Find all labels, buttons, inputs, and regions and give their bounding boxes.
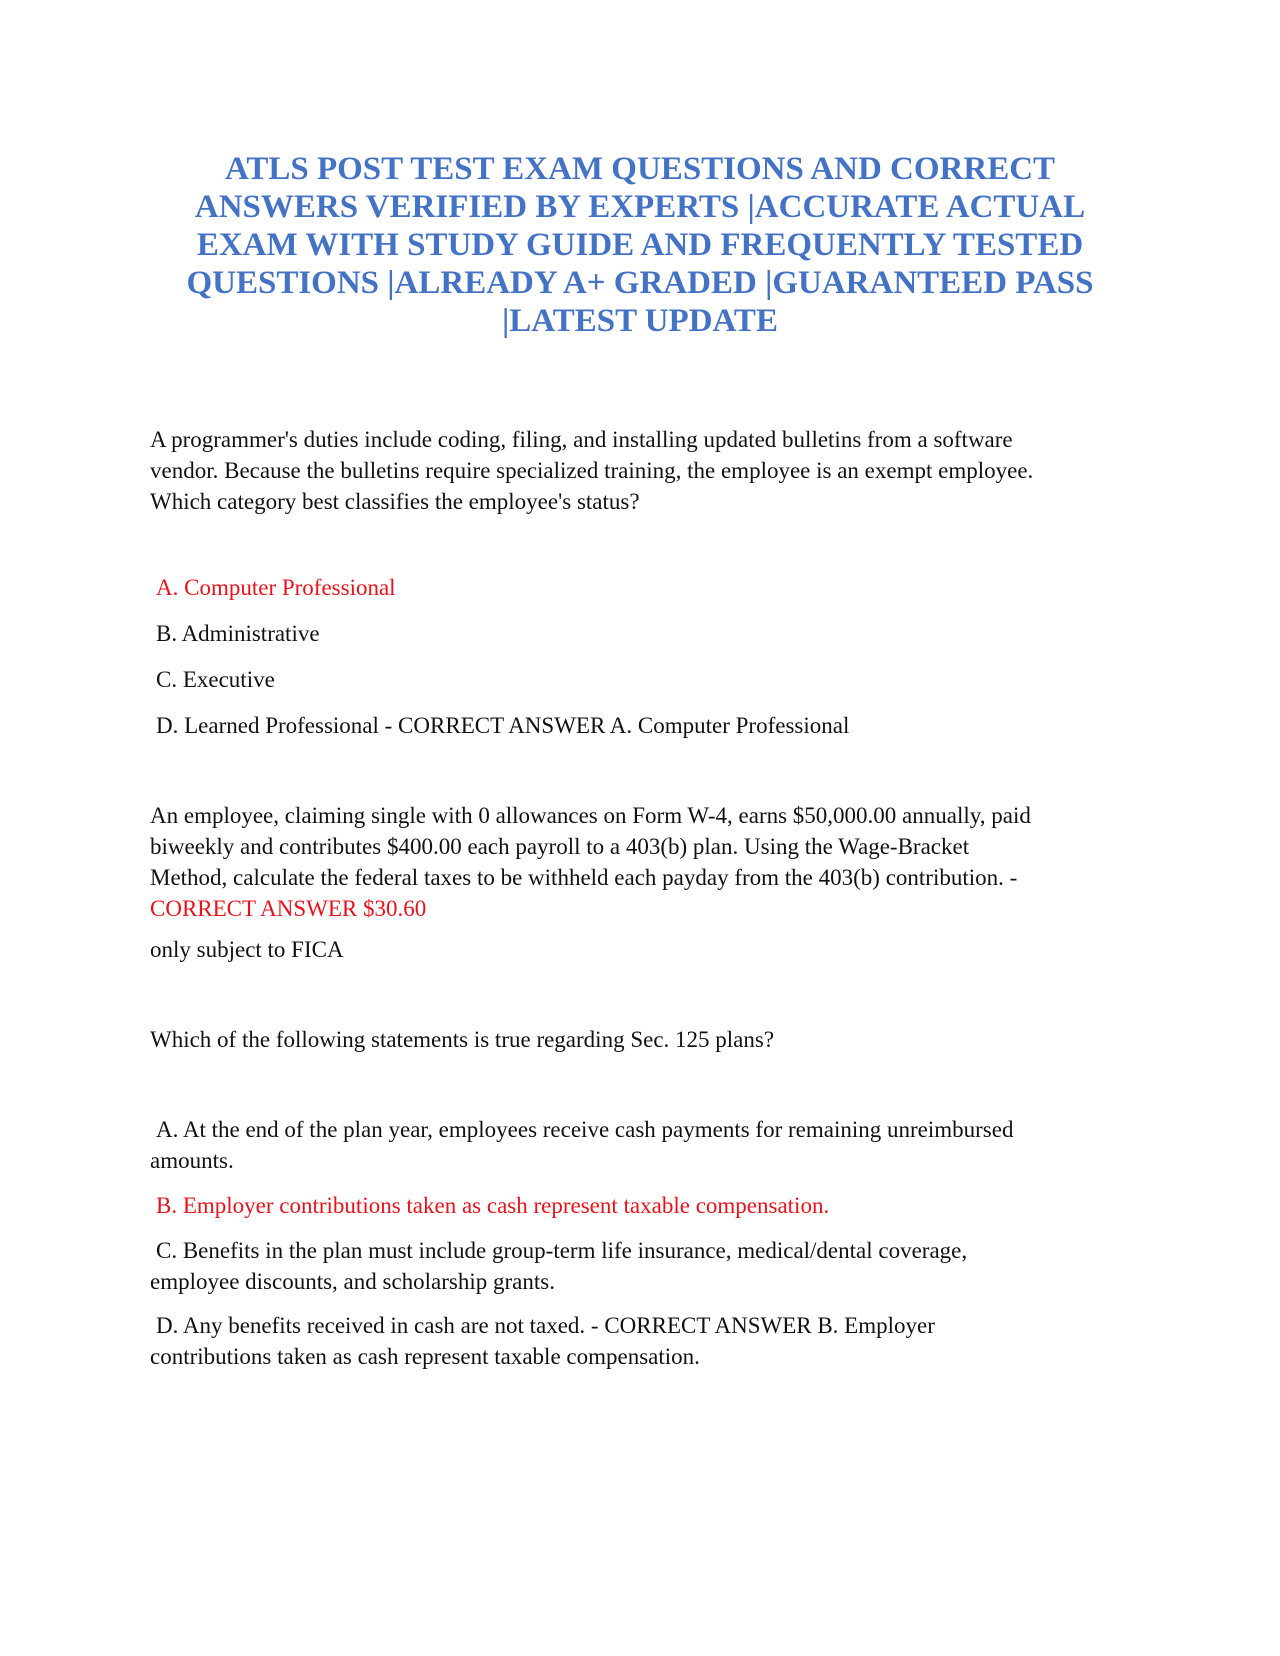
q3-option-c [150,1235,1130,1297]
title-line: EXAM WITH STUDY GUIDE AND FREQUENTLY TESTED [196,227,1084,263]
q1-option-c [150,664,1130,695]
q1-question-line: Which category best classifies the employee's status? [150,489,640,514]
q1-question-line: vendor. Because the bulletins require specialized training, the employee is an exempt employee. [150,458,1034,483]
q3-option-d [150,1310,1130,1372]
q3-option-c-line: employee discounts, and scholarship grants. [150,1269,555,1294]
q2-note-text: only subject to FICA [150,937,344,962]
q2-correct-answer: CORRECT ANSWER $30.60 [150,896,427,921]
q1-option-a [150,572,1130,603]
q2-question-line: An employee, claiming single with 0 allowances on Form W-4, earns $50,000.00 annually, paid [150,803,1031,828]
q2-note [150,934,1130,965]
q3-option-b [150,1190,1130,1221]
q3-option-b-text: B. Employer contributions taken as cash represent taxable compensation. [156,1193,830,1218]
title-line: |LATEST UPDATE [502,303,778,339]
q3-option-a [150,1114,1130,1176]
q3-option-a-line: A. At the end of the plan year, employees receive cash payments for remaining unreimbursed [156,1117,1014,1142]
q3-question-text: Which of the following statements is true regarding Sec. 125 plans? [150,1027,775,1052]
q3-option-d-line: contributions taken as cash represent taxable compensation. [150,1344,700,1369]
q1-option-b-text: B. Administrative [156,621,320,646]
document-title [150,150,1130,340]
q1-option-a-text: A. Computer Professional [156,575,396,600]
q1-question-line: A programmer's duties include coding, filing, and installing updated bulletins from a software [150,427,1013,452]
q2-question-line: biweekly and contributes $400.00 each payroll to a 403(b) plan. Using the Wage-Bracket [150,834,970,859]
q1-option-d [150,710,1130,741]
q1-option-c-text: C. Executive [156,667,275,692]
q2-question-line: Method, calculate the federal taxes to be withheld each payday from the 403(b) contribution. - [150,865,1018,890]
q2-question [150,800,1130,924]
q3-option-d-line: D. Any benefits received in cash are not taxed. - CORRECT ANSWER B. Employer [156,1313,935,1338]
title-line: ANSWERS VERIFIED BY EXPERTS |ACCURATE ACTUAL [194,189,1086,225]
q3-option-a-line: amounts. [150,1148,234,1173]
q1-option-d-text: D. Learned Professional - CORRECT ANSWER A. Computer Professional [156,713,850,738]
title-line: ATLS POST TEST EXAM QUESTIONS AND CORRECT [224,151,1056,187]
q1-option-b [150,618,1130,649]
q3-question [150,1024,1130,1055]
q1-question [150,424,1130,517]
title-line: QUESTIONS |ALREADY A+ GRADED |GUARANTEED PASS [186,265,1094,301]
q3-option-c-line: C. Benefits in the plan must include group-term life insurance, medical/dental coverage, [156,1238,968,1263]
